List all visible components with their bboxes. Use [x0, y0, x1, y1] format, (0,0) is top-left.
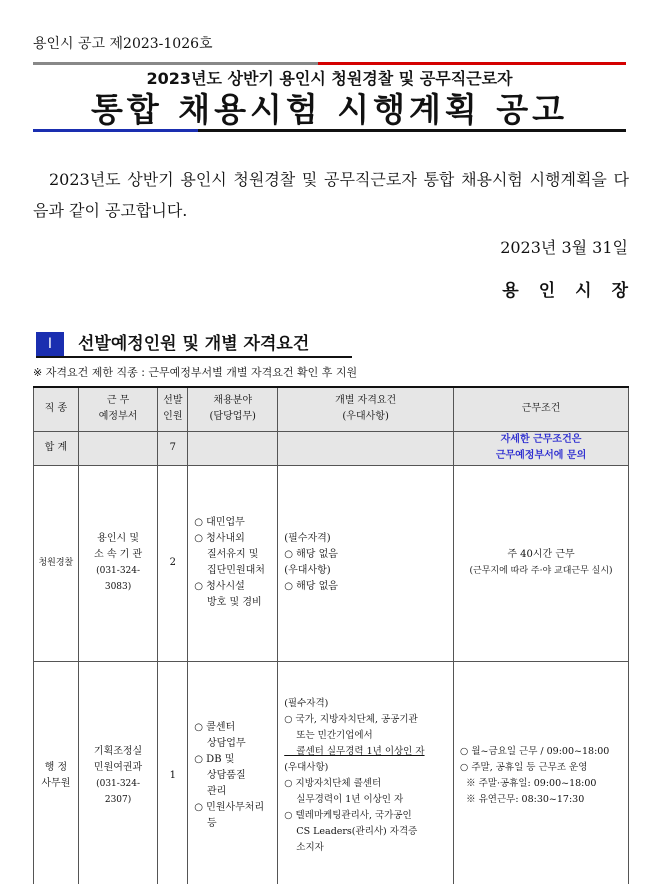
header-qual: 개별 자격요건 (우대사항) [278, 387, 454, 431]
table-total-row [34, 431, 629, 465]
row2-fields: ○ 콜센터 상담업무 ○ DB 및 상담품질 관리 ○ 민원사무처리 등 [188, 661, 278, 884]
notice-date: 2023년 3월 31일 [500, 238, 628, 257]
header-cond: 근무조건 [454, 387, 629, 431]
total-count: 7 [158, 431, 188, 465]
title-bar-bottom-black [198, 129, 626, 132]
table-row [34, 661, 629, 884]
row2-quals: (필수자격) ○ 국가, 지방자치단체, 공공기관 또는 민간기업에서 콜센터 실무경력 1년 이상인 자 (우대사항) ○ 지방자치단체 콜센터 실무경력이 1년 이상인 자 ○ 텔레마케팅관리사, 국가공인 CS Leaders(관리사) 자격증 소지자 [278, 661, 454, 884]
title-box [33, 62, 626, 132]
title-bar-top-red [318, 62, 626, 65]
title-bar-bottom-blue [33, 129, 198, 132]
row1-cond: 주 40시간 근무 (근무지에 따라 주·야 교대근무 실시) [454, 465, 629, 661]
header-dept: 근 무 예정부서 [78, 387, 158, 431]
row1-quals: (필수자격) ○ 해당 없음 (우대사항) ○ 해당 없음 [278, 465, 454, 661]
total-label: 합 계 [34, 431, 79, 465]
section-title: 선발예정인원 및 개별 자격요건 [78, 334, 310, 354]
row1-count: 2 [158, 465, 188, 661]
title-main: 통합 채용시험 시행계획 공고 [90, 90, 568, 129]
row1-dept: 용인시 및 소 속 기 관 (031-324-3083) [78, 465, 158, 661]
row2-cond: ○ 월~금요일 근무 / 09:00~18:00 ○ 주말, 공휴일 등 근무조 운영 ※ 주말·공휴일: 09:00~18:00 ※ 유연근무: 08:30~17:30 [454, 661, 629, 884]
header-job: 직 종 [34, 387, 79, 431]
row1-job: 청원경찰 [34, 465, 79, 661]
row1-fields: ○ 대민업무 ○ 청사내외 질서유지 및 집단민원대처 ○ 청사시설 방호 및 경비 [188, 465, 278, 661]
recruit-table [33, 386, 629, 884]
table-header-row [34, 387, 629, 431]
total-cond: 자세한 근무조건은 근무예정부서에 문의 [454, 431, 629, 465]
section-number: Ⅰ [36, 332, 64, 356]
table-row [34, 465, 629, 661]
section-note: ※ 자격요건 제한 직종 : 근무예정부서별 개별 자격요건 확인 후 지원 [33, 366, 358, 379]
row2-count: 1 [158, 661, 188, 884]
row2-dept: 기획조정실 민원여권과 (031-324-2307) [78, 661, 158, 884]
issuer: 용인시장 [502, 281, 648, 301]
header-field: 채용분야 (담당업무) [188, 387, 278, 431]
notice-number: 용인시 공고 제2023-1026호 [33, 36, 213, 52]
intro-paragraph: 2023년도 상반기 용인시 청원경찰 및 공무직근로자 통합 채용시험 시행계획을 다음과 같이 공고합니다. [33, 170, 629, 220]
section-underline [36, 356, 352, 358]
row2-job: 행 정 사무원 [34, 661, 79, 884]
title-bar-top-gray [33, 62, 318, 65]
title-subtitle: 2023년도 상반기 용인시 청원경찰 및 공무직근로자 [146, 69, 513, 88]
header-count: 선발 인원 [158, 387, 188, 431]
